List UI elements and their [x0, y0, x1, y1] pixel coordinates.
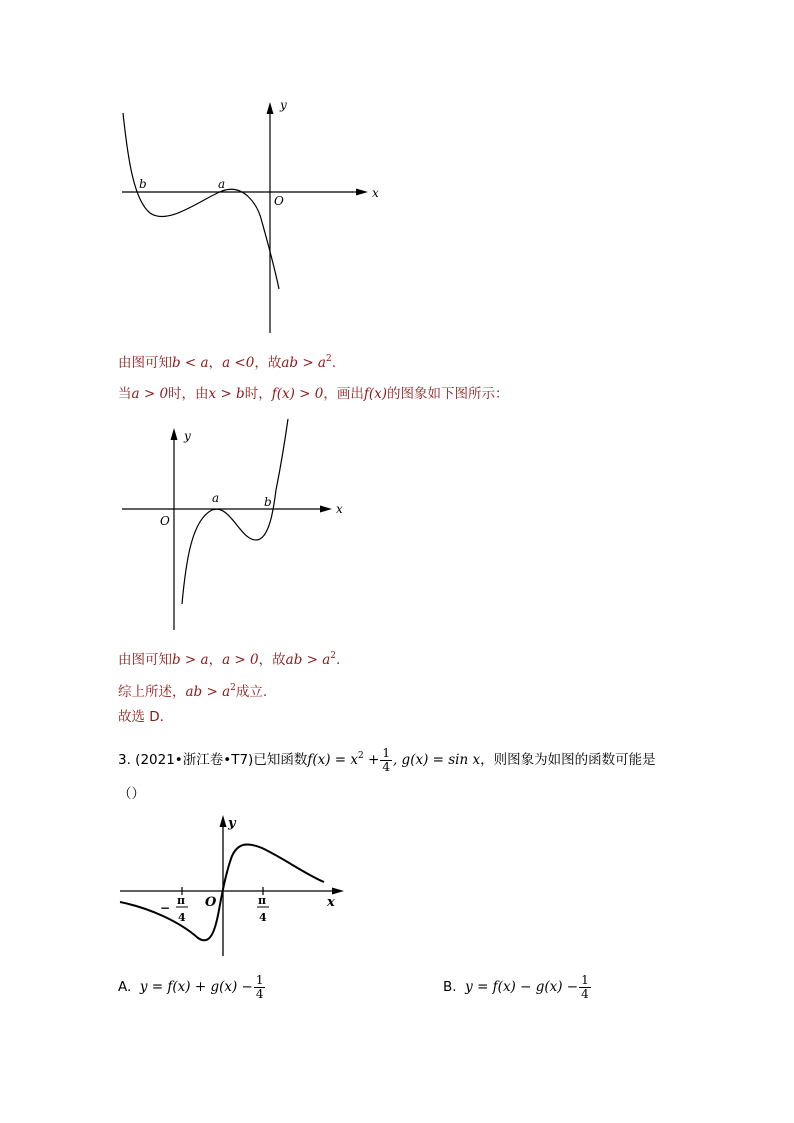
text-line-2: 当a > 0时，由x > b时，f(x) > 0，画出f(x)的图象如下图所示： — [118, 386, 509, 402]
label-pi: π — [258, 894, 267, 907]
label-x: x — [327, 895, 335, 910]
label-neg-pi: π — [177, 894, 186, 907]
fraction-option-a: $\frac{1}{4}$ — [255, 972, 264, 1001]
label-origin: O — [160, 514, 170, 528]
question-3-parens: （） — [118, 786, 145, 802]
function-curve — [120, 844, 324, 940]
cubic-curve — [182, 419, 288, 604]
text-line-4: 综上所述，ab > $a^2$成立. — [118, 683, 268, 700]
label-x: x — [372, 186, 379, 200]
label-origin: O — [205, 895, 217, 910]
fraction-option-b: $\frac{1}{4}$ — [581, 972, 589, 1001]
label-a: a — [218, 177, 226, 191]
label-a: a — [212, 491, 220, 505]
option-b[interactable]: B. y = f(x) − g(x) − $\frac{1}{4}$ — [443, 972, 589, 1001]
label-y: y — [184, 429, 191, 443]
fraction-one-quarter: $\frac{1}{4}$ — [382, 745, 390, 774]
y-axis-arrow — [171, 428, 178, 440]
text-line-5: 故选 D． — [118, 709, 174, 725]
cubic-curve — [123, 113, 279, 289]
label-y: y — [280, 98, 287, 112]
text-line-1: 由图可知b < a，a <0，故ab > $a^2$. — [118, 354, 337, 371]
x-axis-arrow — [332, 888, 344, 895]
y-axis-arrow — [220, 815, 227, 827]
label-four: 4 — [259, 911, 267, 924]
figure-function-graph — [110, 808, 360, 968]
label-neg-four: 4 — [178, 911, 186, 924]
label-x: x — [336, 502, 343, 516]
x-axis-arrow — [356, 189, 368, 196]
text-line-3: 由图可知b > a，a > 0，故ab > $a^2$. — [118, 651, 341, 668]
label-neg-sign: − — [160, 901, 171, 915]
question-3: 3. (2021•浙江卷•T7)已知函数$f(x) = x^2$ + $\frac{1}{4}$ , g(x) = sin x，则图象为如图的函数可能是 — [118, 745, 656, 774]
figure-cubic-negative — [110, 95, 400, 340]
figure-cubic-positive — [110, 412, 360, 637]
label-origin: O — [274, 194, 284, 208]
label-b: b — [139, 177, 147, 191]
y-axis-arrow — [267, 102, 274, 114]
x-axis-arrow — [320, 506, 332, 513]
option-a[interactable]: A. y = f(x) + g(x) − $\frac{1}{4}$ — [118, 972, 264, 1001]
label-b: b — [264, 495, 272, 509]
label-y: y — [228, 816, 236, 831]
